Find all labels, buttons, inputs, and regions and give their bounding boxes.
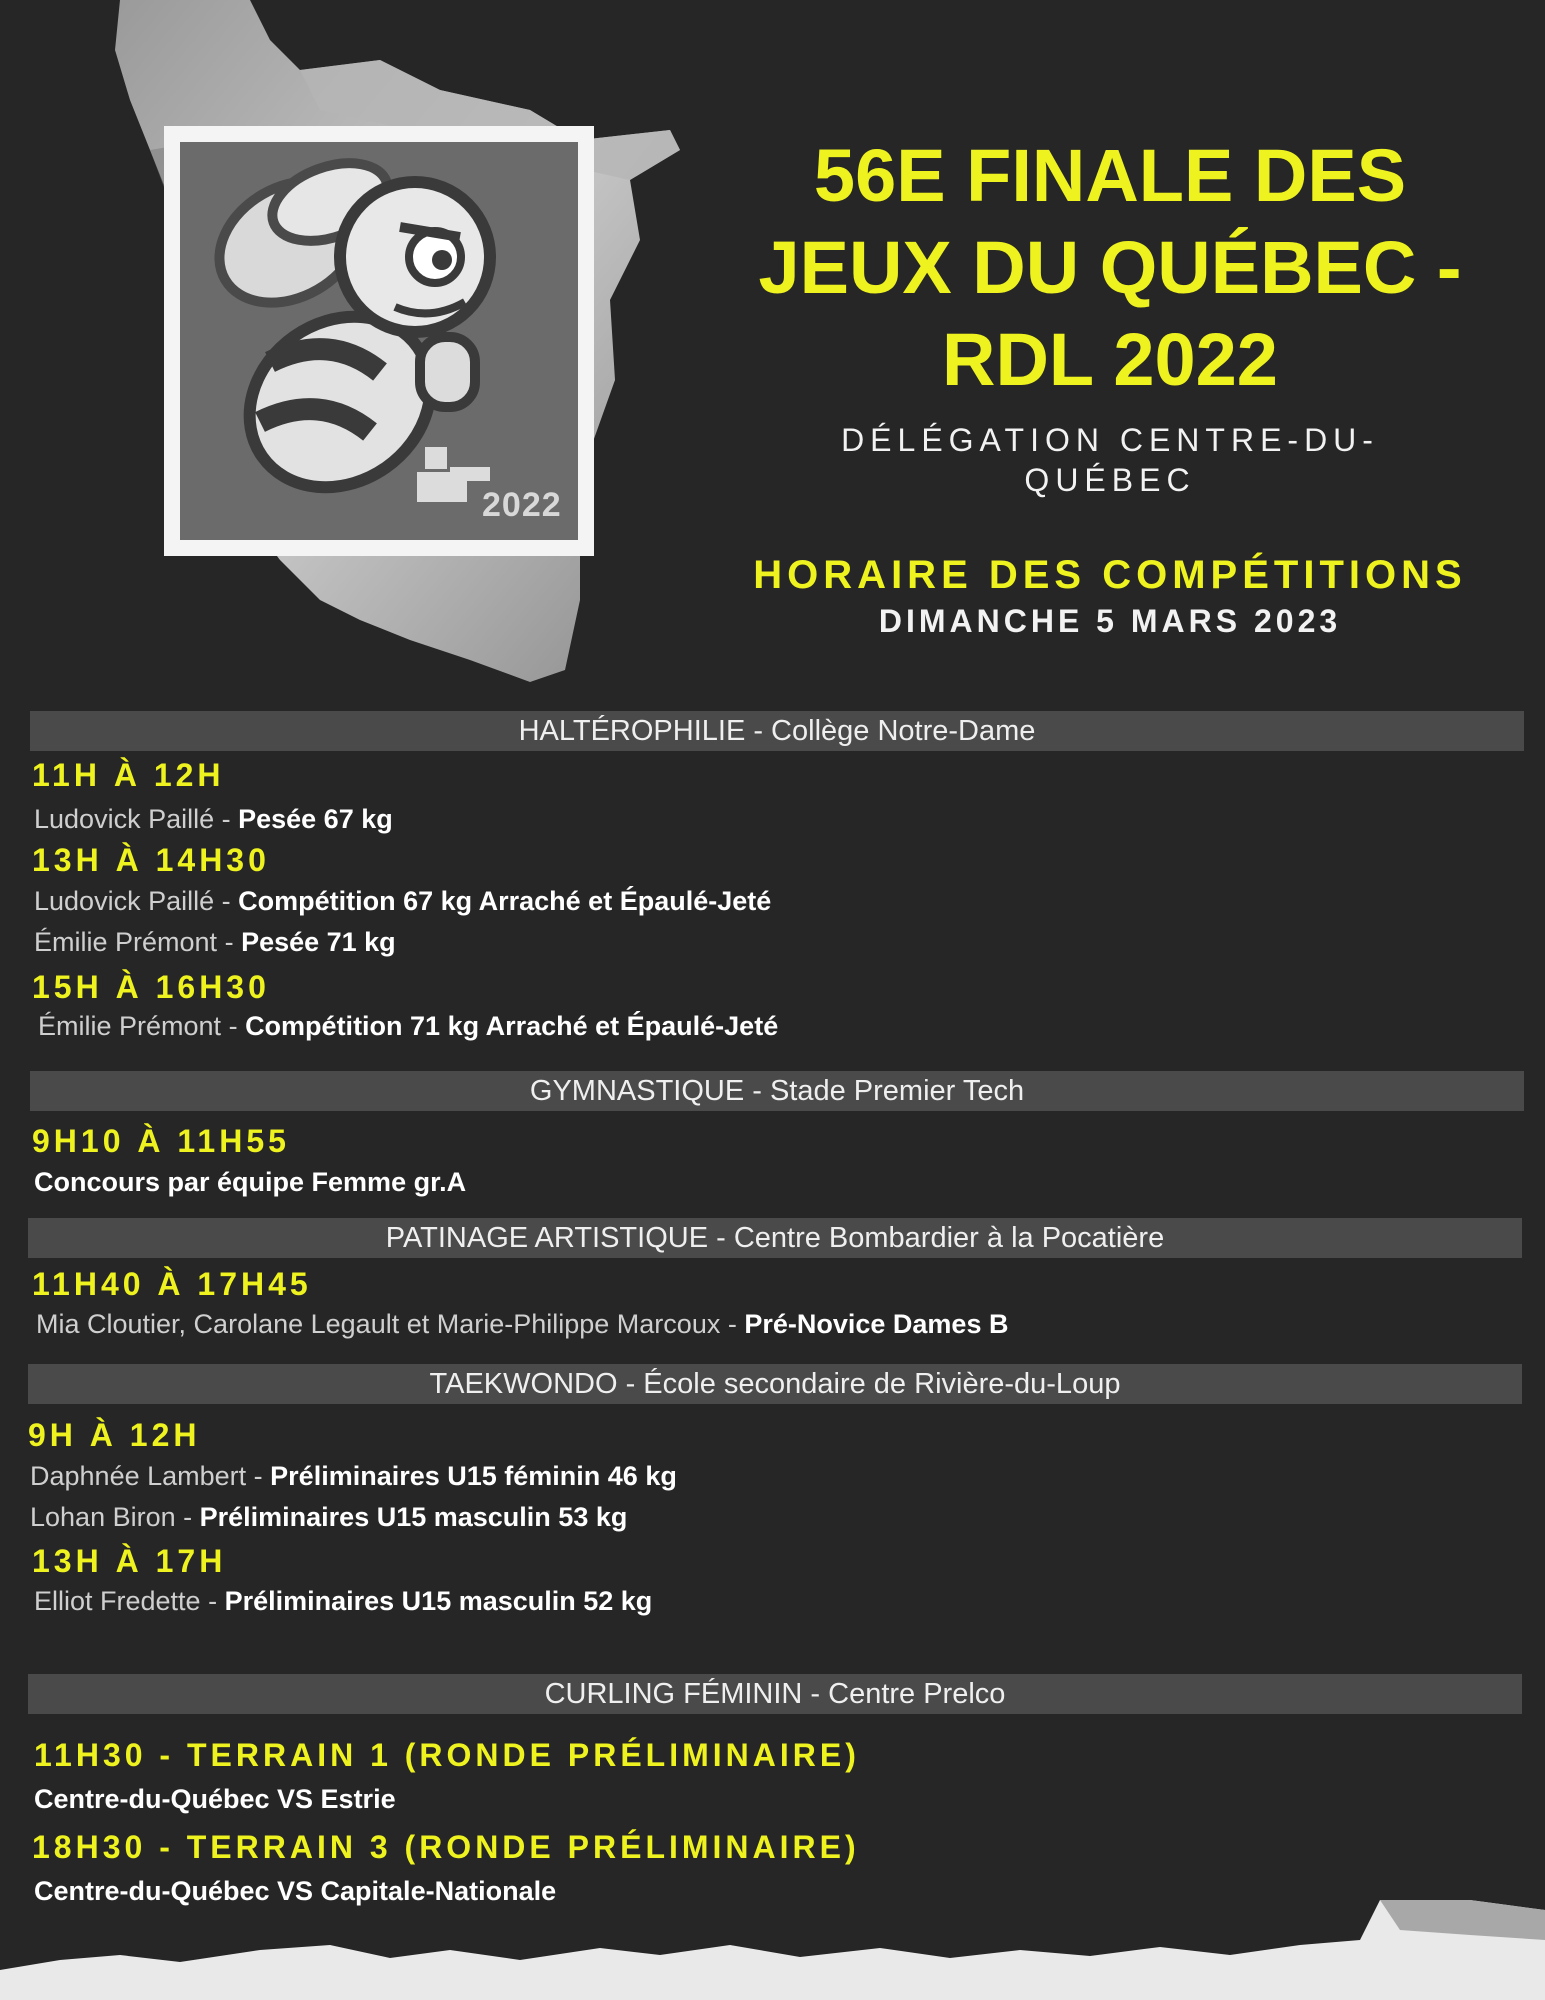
delegation-subtitle — [800, 420, 1420, 500]
event-name: Compétition 71 kg Arraché et Épaulé-Jeté — [245, 1011, 779, 1041]
event-name: Préliminaires U15 masculin 52 kg — [224, 1586, 653, 1616]
athlete-name: Daphnée Lambert — [30, 1461, 247, 1491]
entry-separator: - — [175, 1502, 200, 1532]
entry-separator: - — [246, 1461, 271, 1491]
event-name: Compétition 67 kg Arraché et Épaulé-Jeté — [238, 886, 772, 916]
athlete-name: Ludovick Paillé — [34, 886, 215, 916]
entry-separator: - — [217, 927, 242, 957]
event-name: Pré-Novice Dames B — [744, 1309, 1009, 1339]
athlete-name: Émilie Prémont — [34, 927, 218, 957]
schedule-entry — [30, 1461, 677, 1492]
time-slot: 11H À 12H — [32, 757, 225, 793]
schedule-entry — [34, 1167, 466, 1198]
delegation-line: DÉLÉGATION CENTRE-DU- — [841, 422, 1379, 458]
title-line: RDL 2022 — [942, 318, 1278, 401]
section-heading-patinage: PATINAGE ARTISTIQUE - Centre Bombardier à la Pocatière — [28, 1218, 1522, 1258]
entry-separator: - — [221, 1011, 246, 1041]
time-slot: 9H10 À 11H55 — [32, 1123, 290, 1159]
time-slot: 13H À 17H — [32, 1543, 227, 1579]
hornet-mascot-icon — [180, 142, 578, 540]
athlete-name: Mia Cloutier, Carolane Legault et Marie-Philippe Marcoux — [36, 1309, 721, 1339]
entry-separator: - — [214, 886, 239, 916]
event-name: Préliminaires U15 masculin 53 kg — [199, 1502, 628, 1532]
schedule-entry — [34, 886, 771, 917]
entry-separator: - — [720, 1309, 745, 1339]
schedule-entry — [34, 804, 393, 835]
athlete-name: Ludovick Paillé — [34, 804, 215, 834]
event-name: Centre-du-Québec VS Capitale-Nationale — [34, 1876, 557, 1906]
section-heading-gymnastique: GYMNASTIQUE - Stade Premier Tech — [30, 1071, 1524, 1111]
schedule-entry — [34, 927, 396, 958]
time-slot: 11H30 - TERRAIN 1 (RONDE PRÉLIMINAIRE) — [34, 1737, 860, 1773]
time-slot: 15H À 16H30 — [32, 969, 270, 1005]
logo-year: 2022 — [482, 486, 562, 524]
schedule-entry — [34, 1784, 396, 1815]
section-heading-taekwondo: TAEKWONDO - École secondaire de Rivière-du-Loup — [28, 1364, 1522, 1404]
schedule-entry — [38, 1011, 778, 1042]
time-slot: 11H40 À 17H45 — [32, 1266, 312, 1302]
schedule-entry — [34, 1586, 652, 1617]
event-name: Pesée 71 kg — [241, 927, 396, 957]
title-line: JEUX DU QUÉBEC - — [758, 226, 1462, 309]
event-name: Pesée 67 kg — [238, 804, 393, 834]
logo-frame — [164, 126, 594, 556]
schedule-entry — [36, 1309, 1008, 1340]
section-heading-curling: CURLING FÉMININ - Centre Prelco — [28, 1674, 1522, 1714]
schedule-date: DIMANCHE 5 MARS 2023 — [878, 603, 1342, 639]
title-line: 56E FINALE DES — [813, 134, 1407, 217]
page-title — [720, 130, 1500, 406]
schedule-title: HORAIRE DES COMPÉTITIONS — [753, 553, 1467, 597]
event-name: Préliminaires U15 féminin 46 kg — [270, 1461, 677, 1491]
athlete-name: Elliot Fredette — [34, 1586, 201, 1616]
time-slot: 13H À 14H30 — [32, 842, 270, 878]
logo-panel — [180, 142, 578, 540]
athlete-name: Émilie Prémont — [38, 1011, 222, 1041]
entry-separator: - — [214, 804, 239, 834]
delegation-line: QUÉBEC — [1024, 462, 1196, 498]
event-name: Concours par équipe Femme gr.A — [34, 1167, 467, 1197]
torn-paper-bottom-decoration — [0, 1900, 1545, 2000]
event-name: Centre-du-Québec VS Estrie — [34, 1784, 396, 1814]
time-slot: 9H À 12H — [28, 1417, 201, 1453]
entry-separator: - — [200, 1586, 225, 1616]
athlete-name: Lohan Biron — [30, 1502, 176, 1532]
time-slot: 18H30 - TERRAIN 3 (RONDE PRÉLIMINAIRE) — [32, 1829, 860, 1865]
section-heading-halterophilie: HALTÉROPHILIE - Collège Notre-Dame — [30, 711, 1524, 751]
schedule-entry — [30, 1502, 627, 1533]
